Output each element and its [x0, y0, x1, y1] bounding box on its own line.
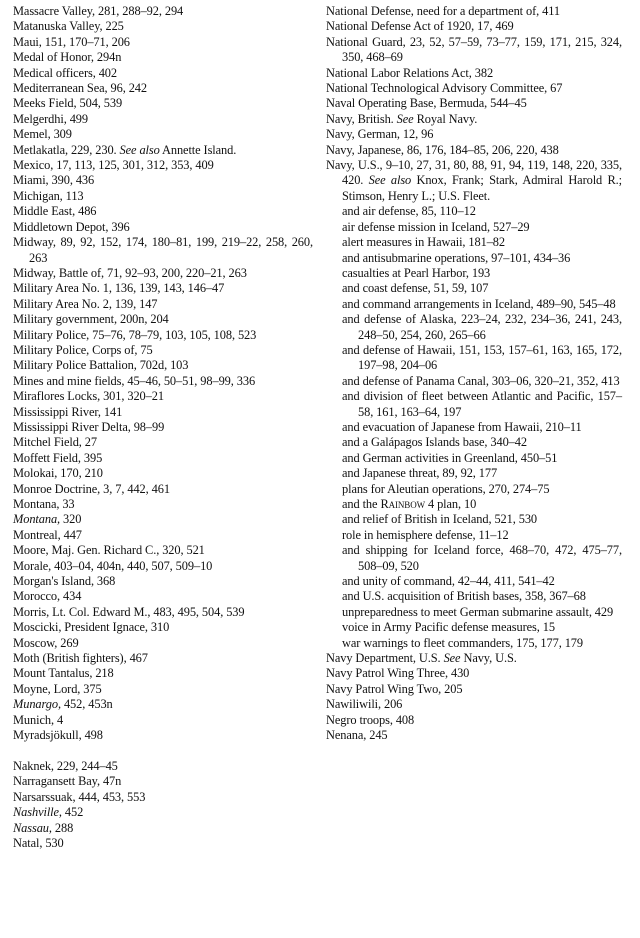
index-entry-text: Morris, Lt. Col. Edward M., 483, 495, 504, 539	[13, 604, 245, 619]
index-entry-text: Middle East, 486	[13, 204, 97, 219]
index-entry	[326, 19, 622, 34]
index-subentry	[326, 343, 622, 374]
index-entry	[326, 713, 622, 728]
index-entry-text: 288	[51, 820, 74, 835]
index-entry-text: Molokai, 170, 210	[13, 466, 103, 481]
index-entry-text: Moore, Maj. Gen. Richard C., 320, 521	[13, 543, 205, 558]
index-subentry	[326, 251, 622, 266]
index-entry	[13, 451, 313, 466]
index-entry	[326, 651, 622, 666]
index-entry-text: and Japanese threat, 89, 92, 177	[342, 466, 498, 481]
index-subentry	[326, 543, 622, 574]
index-entry-text: Montreal, 447	[13, 527, 82, 542]
index-entry-text: Narsarssuak, 444, 453, 553	[13, 789, 146, 804]
index-entry-text: Miami, 390, 436	[13, 173, 95, 188]
index-entry-text: National Guard, 23, 52, 57–59, 73–77, 159, 171, 215, 324, 350, 468–69	[326, 34, 622, 65]
index-entry-text: Morgan's Island, 368	[13, 574, 116, 589]
index-entry	[13, 66, 313, 81]
index-entry-text: 452, 453n	[60, 697, 113, 712]
index-entry	[326, 96, 622, 111]
index-subentry	[326, 281, 622, 296]
index-entry	[13, 651, 313, 666]
index-entry	[13, 697, 313, 712]
index-entry	[326, 682, 622, 697]
index-entry	[13, 759, 313, 774]
index-entry-text: Myradsjökull, 498	[13, 728, 103, 743]
index-entry-text: Nawiliwili, 206	[326, 697, 403, 712]
index-entry-text: National Defense Act of 1920, 17, 469	[326, 19, 514, 34]
index-entry-text: Nassau,	[13, 820, 52, 835]
index-entry-text: Massacre Valley, 281, 288–92, 294	[13, 4, 184, 18]
index-entry-text: air defense mission in Iceland, 527–29	[342, 219, 530, 234]
index-entry	[13, 543, 313, 558]
index-entry-text: Military Police Battalion, 702d, 103	[13, 358, 189, 373]
index-entry	[13, 143, 313, 158]
index-entry	[13, 297, 313, 312]
index-entry	[13, 713, 313, 728]
index-subentry	[326, 512, 622, 527]
index-subentry	[326, 466, 622, 481]
index-entry-text: Navy, British.	[326, 111, 397, 126]
index-entry-text: and U.S. acquisition of British bases, 358, 367–68	[342, 589, 586, 604]
index-subentry	[326, 636, 622, 651]
index-entry-text: Midway, 89, 92, 152, 174, 180–81, 199, 219–22, 258, 260, 263	[13, 235, 313, 265]
index-entry-text: and defense of Alaska, 223–24, 232, 234–36, 241, 243, 248–50, 254, 260, 265–66	[342, 312, 622, 342]
index-subentry	[326, 497, 622, 512]
index-subentry	[326, 389, 622, 420]
index-entry	[13, 790, 313, 805]
index-entry-text: Medal of Honor, 294n	[13, 50, 122, 65]
index-entry	[13, 405, 313, 420]
index-entry-text: Michigan, 113	[13, 188, 84, 203]
index-entry-text: Royal Navy.	[413, 111, 478, 126]
index-entry	[326, 35, 622, 66]
index-entry-text: Navy, Japanese, 86, 176, 184–85, 206, 220, 438	[326, 142, 559, 157]
index-entry-text: Montana,	[13, 512, 61, 527]
index-subentry	[326, 451, 622, 466]
index-entry-text: Memel, 309	[13, 127, 72, 142]
index-entry	[326, 4, 622, 19]
index-entry-text: Mitchel Field, 27	[13, 435, 97, 450]
index-entry-text: and shipping for Iceland force, 468–70, 472, 475–77, 508–09, 520	[342, 543, 622, 573]
index-entry-text: role in hemisphere defense, 11–12	[342, 527, 509, 542]
index-entry	[13, 235, 313, 266]
index-entry-text: Metlakatla, 229, 230.	[13, 142, 120, 157]
index-entry-text: Mount Tantalus, 218	[13, 666, 114, 681]
index-subentry	[326, 266, 622, 281]
index-entry-text: Military Area No. 1, 136, 139, 143, 146–47	[13, 281, 225, 296]
index-entry	[13, 574, 313, 589]
index-entry	[326, 127, 622, 142]
index-entry-text: Military government, 200n, 204	[13, 312, 169, 327]
index-entry-text: Maui, 151, 170–71, 206	[13, 34, 130, 49]
index-entry-text: and air defense, 85, 110–12	[342, 204, 476, 219]
index-entry-text: Montana, 33	[13, 497, 75, 511]
index-subentry	[326, 235, 622, 250]
index-entry	[13, 605, 313, 620]
index-entry-text: See also	[119, 142, 160, 157]
index-entry	[326, 66, 622, 81]
index-entry	[13, 189, 313, 204]
index-entry	[13, 682, 313, 697]
index-entry-text: Natal, 530	[13, 835, 64, 850]
index-entry	[326, 666, 622, 681]
index-entry-text: and command arrangements in Iceland, 489–90, 545–48	[342, 296, 616, 311]
index-entry-text: and coast defense, 51, 59, 107	[342, 281, 489, 296]
index-entry-text: Miraflores Locks, 301, 320–21	[13, 389, 164, 404]
index-column-left	[13, 4, 313, 851]
index-subentry	[326, 420, 622, 435]
index-entry-text: Navy Department, U.S.	[326, 651, 444, 666]
index-subentry	[326, 482, 622, 497]
index-subentry	[326, 605, 622, 620]
index-entry-text: Naknek, 229, 244–45	[13, 758, 118, 773]
index-subentry	[326, 204, 622, 219]
index-entry-text: Munich, 4	[13, 712, 64, 727]
index-entry-text: and defense of Panama Canal, 303–06, 320–21, 352, 413	[342, 373, 620, 388]
index-entry	[326, 81, 622, 96]
index-entry	[13, 528, 313, 543]
index-entry-text: casualties at Pearl Harbor, 193	[342, 265, 491, 280]
index-subentry	[326, 620, 622, 635]
index-entry	[13, 666, 313, 681]
index-entry	[13, 4, 313, 19]
index-entry	[13, 158, 313, 173]
index-entry	[13, 281, 313, 296]
index-entry	[13, 312, 313, 327]
index-entry-text: and the	[342, 497, 381, 511]
index-entry	[13, 204, 313, 219]
index-entry-text: Mississippi River Delta, 98–99	[13, 419, 165, 434]
index-subentry	[326, 220, 622, 235]
index-entry-text: Morocco, 434	[13, 589, 82, 604]
index-entry	[13, 50, 313, 65]
index-subentry	[326, 574, 622, 589]
index-entry	[13, 482, 313, 497]
index-entry-text: Munargo,	[13, 697, 61, 712]
index-entry-text: Matanuska Valley, 225	[13, 19, 124, 34]
index-entry	[13, 127, 313, 142]
index-entry-text: Moyne, Lord, 375	[13, 681, 102, 696]
index-entry	[326, 158, 622, 204]
index-entry-text: Narragansett Bay, 47n	[13, 774, 122, 789]
index-entry-text: Meeks Field, 504, 539	[13, 96, 123, 111]
index-entry	[13, 173, 313, 188]
index-entry-text: 4 plan, 10	[425, 497, 477, 511]
index-entry-text: Navy Patrol Wing Two, 205	[326, 681, 463, 696]
index-entry	[326, 697, 622, 712]
index-entry-text: Military Police, Corps of, 75	[13, 342, 153, 357]
index-entry	[13, 19, 313, 34]
index-entry-text: Annette Island.	[159, 142, 237, 157]
index-subentry	[326, 528, 622, 543]
index-entry-text: Nashville,	[13, 805, 62, 820]
index-entry-text: Moffett Field, 395	[13, 450, 103, 465]
index-column-right	[326, 4, 622, 744]
index-entry-text: See also	[368, 173, 412, 188]
index-entry	[13, 35, 313, 50]
index-entry-text: and a Galápagos Islands base, 340–42	[342, 435, 527, 450]
index-entry-text: Medical officers, 402	[13, 65, 117, 80]
index-subentry	[326, 312, 622, 343]
index-entry-text: Moscow, 269	[13, 635, 79, 650]
index-entry-text: and unity of command, 42–44, 411, 541–42	[342, 574, 555, 589]
index-entry-text: Knox, Frank; Stark, Admiral Harold R.; Stimson, Henry L.; U.S. Fleet.	[342, 173, 622, 203]
index-entry	[13, 497, 313, 512]
index-entry-text: National Technological Advisory Committee, 67	[326, 81, 563, 96]
index-entry-text: Mexico, 17, 113, 125, 301, 312, 353, 409	[13, 158, 214, 173]
index-subentry	[326, 374, 622, 389]
index-entry-text: Navy, German, 12, 96	[326, 127, 434, 142]
index-entry	[13, 821, 313, 836]
index-entry-text: Mississippi River, 141	[13, 404, 123, 419]
index-entry	[13, 512, 313, 527]
index-entry-text: Moth (British fighters), 467	[13, 651, 148, 666]
index-entry	[326, 143, 622, 158]
index-entry	[13, 836, 313, 851]
index-entry-text: 320	[60, 512, 82, 527]
index-entry-text: Middletown Depot, 396	[13, 219, 130, 234]
index-entry-text: unpreparedness to meet German submarine assault, 429	[342, 604, 614, 619]
index-entry	[326, 728, 622, 743]
index-entry	[326, 112, 622, 127]
index-entry-text: Nenana, 245	[326, 728, 388, 743]
index-entry-text: Military Area No. 2, 139, 147	[13, 296, 158, 311]
index-entry-text: and antisubmarine operations, 97–101, 434–36	[342, 250, 571, 265]
index-entry	[13, 220, 313, 235]
index-entry	[13, 589, 313, 604]
index-entry-text: Navy Patrol Wing Three, 430	[326, 666, 470, 681]
index-entry	[13, 774, 313, 789]
index-entry-text: Midway, Battle of, 71, 92–93, 200, 220–21, 263	[13, 265, 247, 280]
index-entry-text: and defense of Hawaii, 151, 153, 157–61, 163, 165, 172, 197–98, 204–06	[342, 342, 622, 373]
index-entry	[13, 374, 313, 389]
index-entry-text: war warnings to fleet commanders, 175, 177, 179	[342, 635, 583, 650]
index-entry-text: Navy, U.S., 9–10, 27, 31, 80, 88, 91, 94, 119, 148, 220, 335, 420.	[326, 158, 622, 188]
index-entry-text: Melgerdhi, 499	[13, 111, 88, 126]
index-entry-text: Mines and mine fields, 45–46, 50–51, 98–99, 336	[13, 373, 256, 388]
index-entry-text: Rainbow	[380, 497, 425, 511]
index-entry-text: Military Police, 75–76, 78–79, 103, 105, 108, 523	[13, 327, 257, 342]
index-entry	[13, 805, 313, 820]
index-entry-text: and relief of British in Iceland, 521, 530	[342, 512, 538, 527]
index-entry-text: and division of fleet between Atlantic and Pacific, 157–58, 161, 163–64, 197	[342, 389, 622, 419]
index-entry-text: alert measures in Hawaii, 181–82	[342, 235, 505, 250]
index-entry-text: See	[396, 111, 414, 126]
index-entry	[13, 81, 313, 96]
index-entry-text: 452	[61, 805, 84, 820]
index-entry-text: plans for Aleutian operations, 270, 274–75	[342, 481, 550, 496]
index-entry	[13, 636, 313, 651]
index-entry	[13, 358, 313, 373]
index-entry	[13, 620, 313, 635]
index-entry-text: and German activities in Greenland, 450–51	[342, 450, 558, 465]
index-subentry	[326, 589, 622, 604]
index-entry	[13, 343, 313, 358]
index-entry-text: Navy, U.S.	[460, 651, 517, 666]
index-entry	[13, 559, 313, 574]
index-entry	[13, 389, 313, 404]
index-entry-text: Moscicki, President Ignace, 310	[13, 620, 170, 635]
index-entry-text: See	[443, 651, 461, 666]
index-entry	[13, 420, 313, 435]
index-subentry	[326, 435, 622, 450]
index-entry-text: National Labor Relations Act, 382	[326, 65, 494, 80]
index-subentry	[326, 297, 622, 312]
index-entry-text: and evacuation of Japanese from Hawaii, 210–11	[342, 419, 582, 434]
index-entry-text: Mediterranean Sea, 96, 242	[13, 81, 147, 96]
index-entry	[13, 728, 313, 743]
index-entry	[13, 435, 313, 450]
index-entry-text: Morale, 403–04, 404n, 440, 507, 509–10	[13, 558, 213, 573]
index-entry-text: Monroe Doctrine, 3, 7, 442, 461	[13, 481, 170, 496]
index-entry-text: Negro troops, 408	[326, 712, 415, 727]
index-entry	[13, 96, 313, 111]
index-entry	[13, 466, 313, 481]
index-entry-text: voice in Army Pacific defense measures, 15	[342, 620, 555, 635]
index-entry	[13, 266, 313, 281]
index-entry	[13, 112, 313, 127]
index-entry	[13, 328, 313, 343]
index-entry-text: Naval Operating Base, Bermuda, 544–45	[326, 96, 527, 111]
index-entry-text: National Defense, need for a department of, 411	[326, 4, 560, 18]
